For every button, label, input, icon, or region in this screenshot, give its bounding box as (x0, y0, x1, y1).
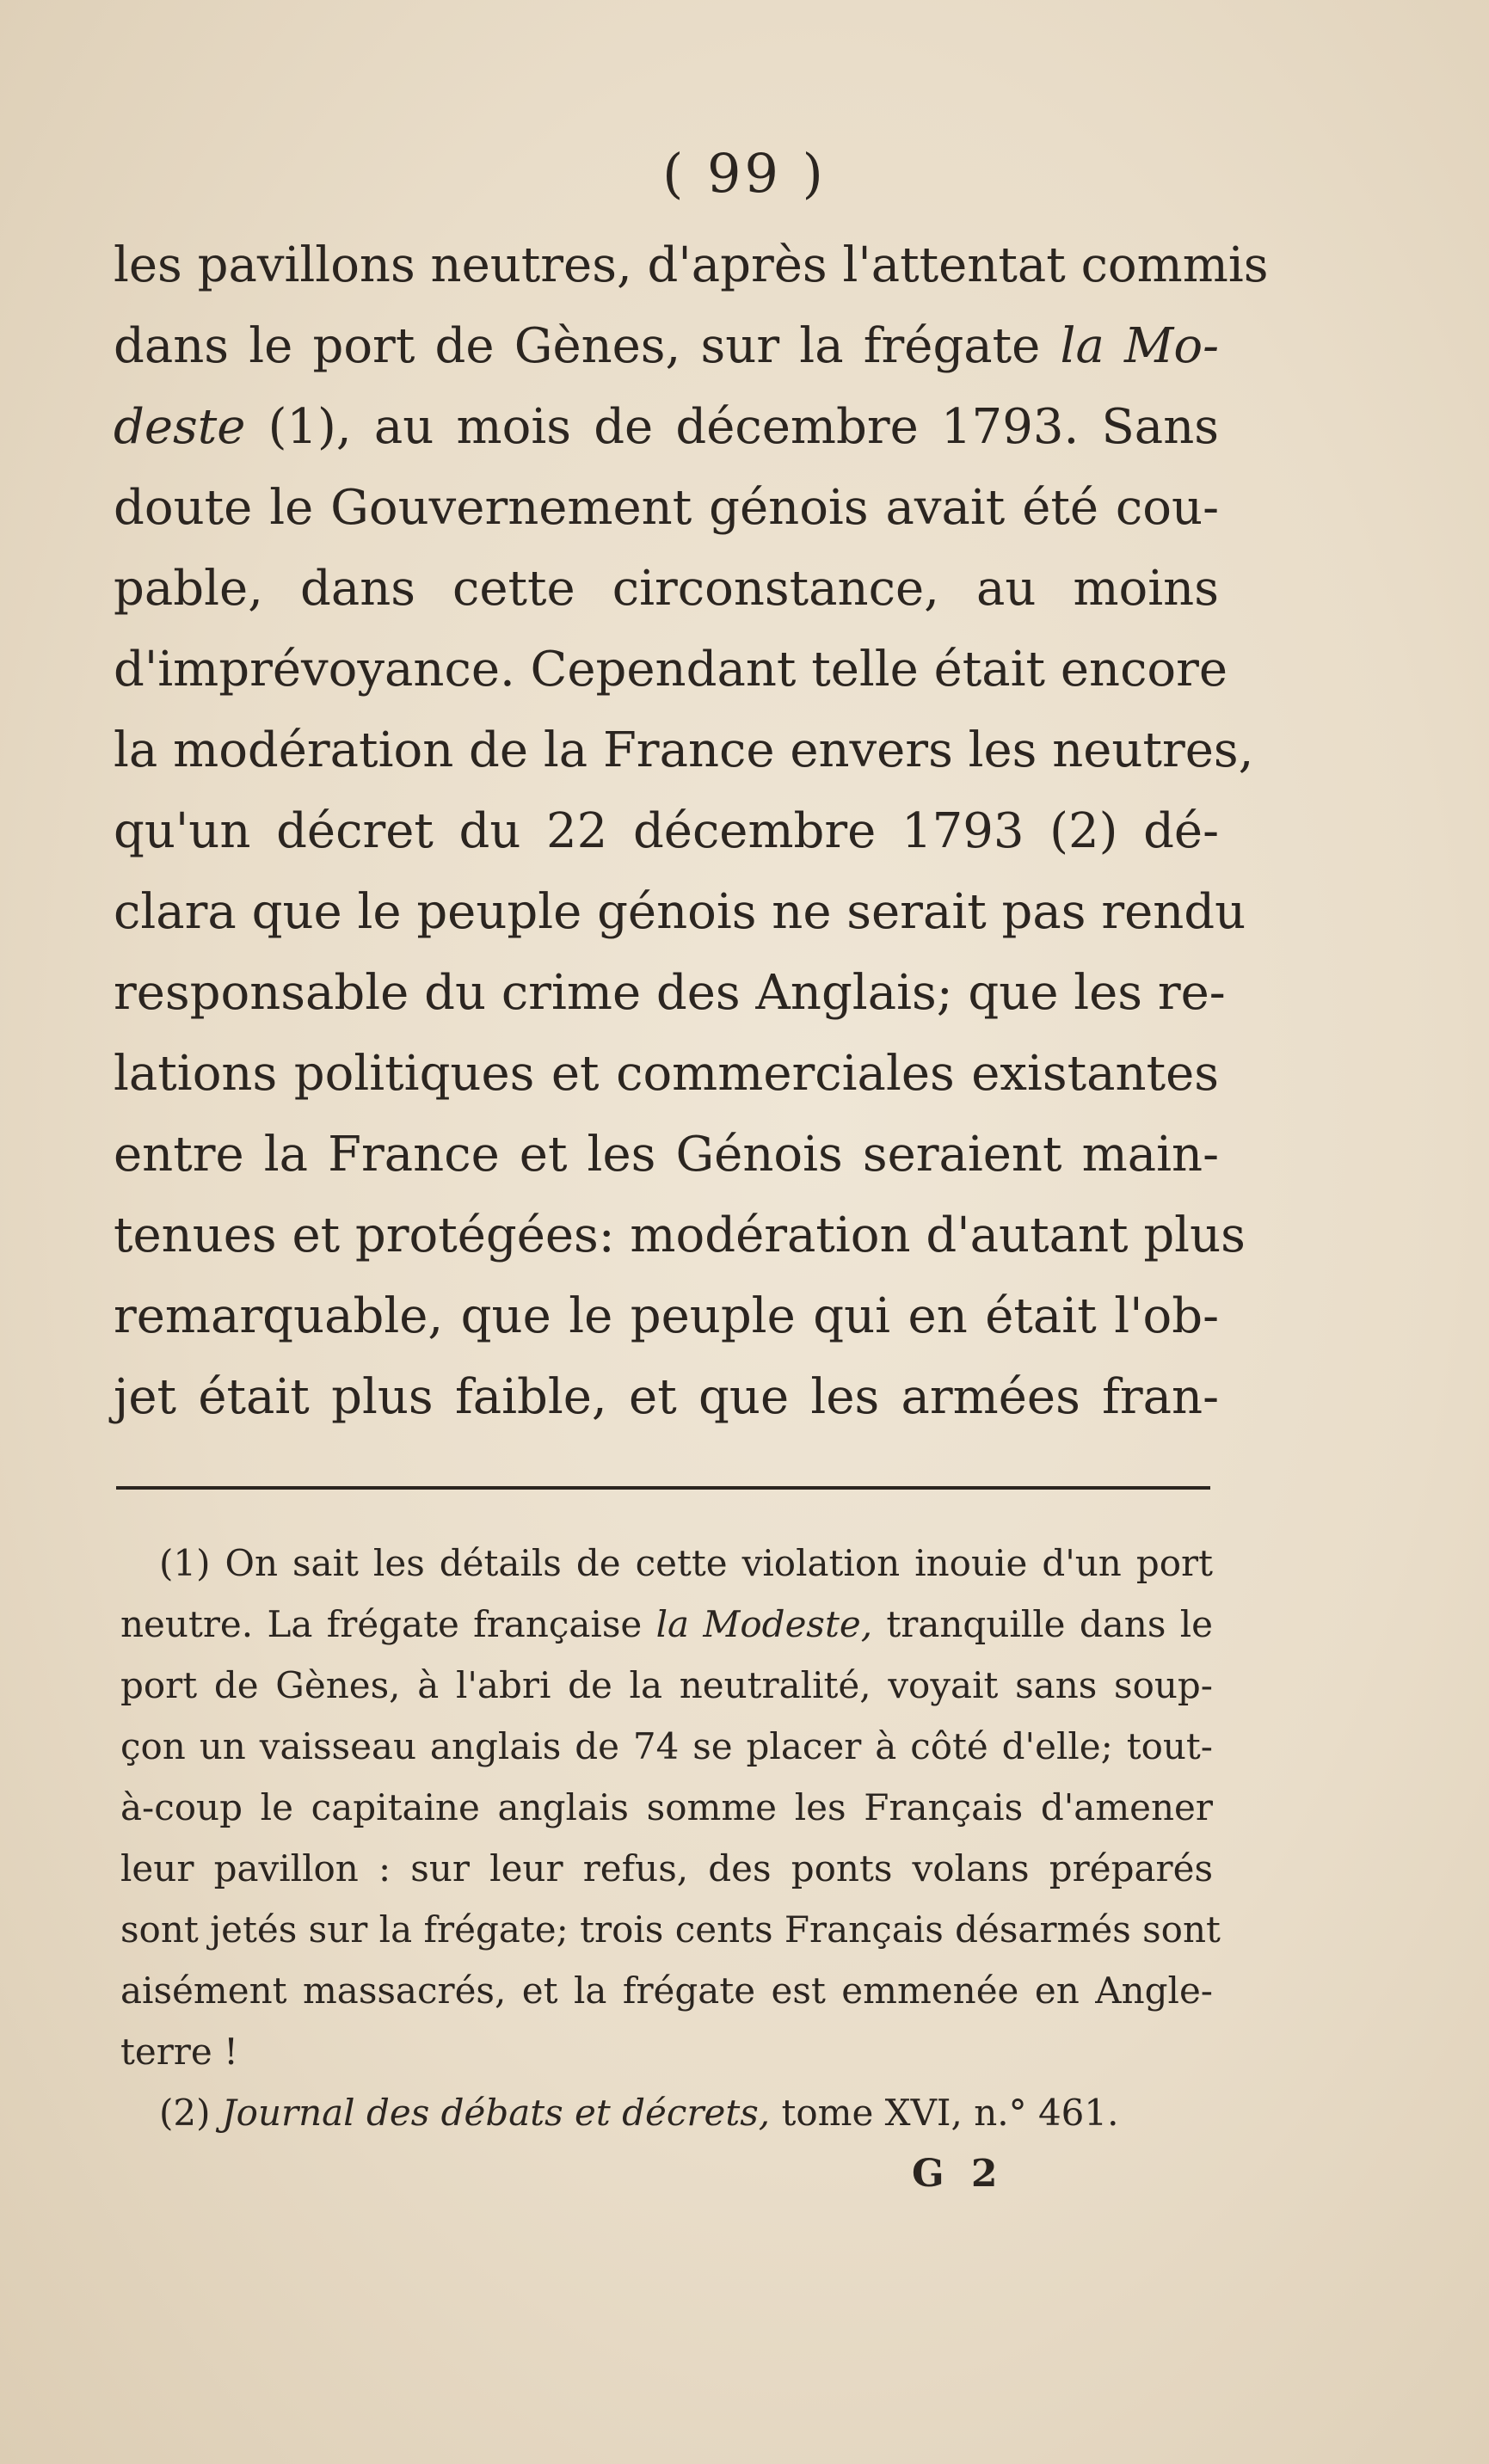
text-line: pable, dans cette circonstance, au moins (114, 561, 1219, 617)
text-line: d'imprévoyance. Cependant telle était encore (114, 642, 1228, 697)
text-line: deste (1), au mois de décembre 1793. Sans (114, 399, 1219, 455)
text-line: qu'un décret du 22 décembre 1793 (2) dé- (114, 803, 1219, 859)
text-line: la modération de la France envers les neutres, (114, 722, 1254, 778)
page-number: ( 99 ) (662, 142, 827, 205)
footnote-line: à-coup le capitaine anglais somme les Français d'amener (120, 1786, 1213, 1828)
text-line: tenues et protégées: modération d'autant plus (114, 1207, 1246, 1263)
main-text (114, 225, 1269, 1438)
footnote-line: çon un vaisseau anglais de 74 se placer à côté d'elle; tout- (120, 1725, 1213, 1767)
text-line: entre la France et les Génois seraient main- (114, 1127, 1219, 1183)
footnotes (120, 1533, 1221, 2143)
text-line: remarquable, que le peuple qui en était l'ob- (114, 1288, 1219, 1344)
footnote-line: aisément massacrés, et la frégate est emmenée en Angle- (120, 1969, 1213, 2012)
footnote-line: leur pavillon : sur leur refus, des ponts volans préparés (120, 1847, 1213, 1889)
text-line: les pavillons neutres, d'après l'attentat commis (114, 237, 1269, 293)
footnote-line: terre ! (120, 2031, 238, 2073)
footnote-rule (116, 1486, 1210, 1490)
text-line: clara que le peuple génois ne serait pas rendu (114, 884, 1246, 940)
footnote-line: (1) On sait les détails de cette violation inouie d'un port (159, 1542, 1213, 1584)
footnote-line: neutre. La frégate française la Modeste, tranquille dans le (120, 1603, 1213, 1645)
text-line: doute le Gouvernement génois avait été cou- (114, 480, 1219, 536)
text-line: lations politiques et commerciales existantes (114, 1046, 1219, 1102)
text-line: jet était plus faible, et que les armées fran- (114, 1369, 1219, 1425)
footnote-line: sont jetés sur la frégate; trois cents Français désarmés sont (120, 1908, 1221, 1951)
signature-mark: G 2 (912, 2152, 1005, 2196)
footnote-line: port de Gènes, à l'abri de la neutralité, voyait sans soup- (120, 1664, 1213, 1706)
text-line: dans le port de Gènes, sur la frégate la Mo- (114, 318, 1220, 374)
footnote-line: (2) Journal des débats et décrets, tome XVI, n.° 461. (159, 2092, 1119, 2134)
text-line: responsable du crime des Anglais; que les re- (114, 965, 1226, 1021)
